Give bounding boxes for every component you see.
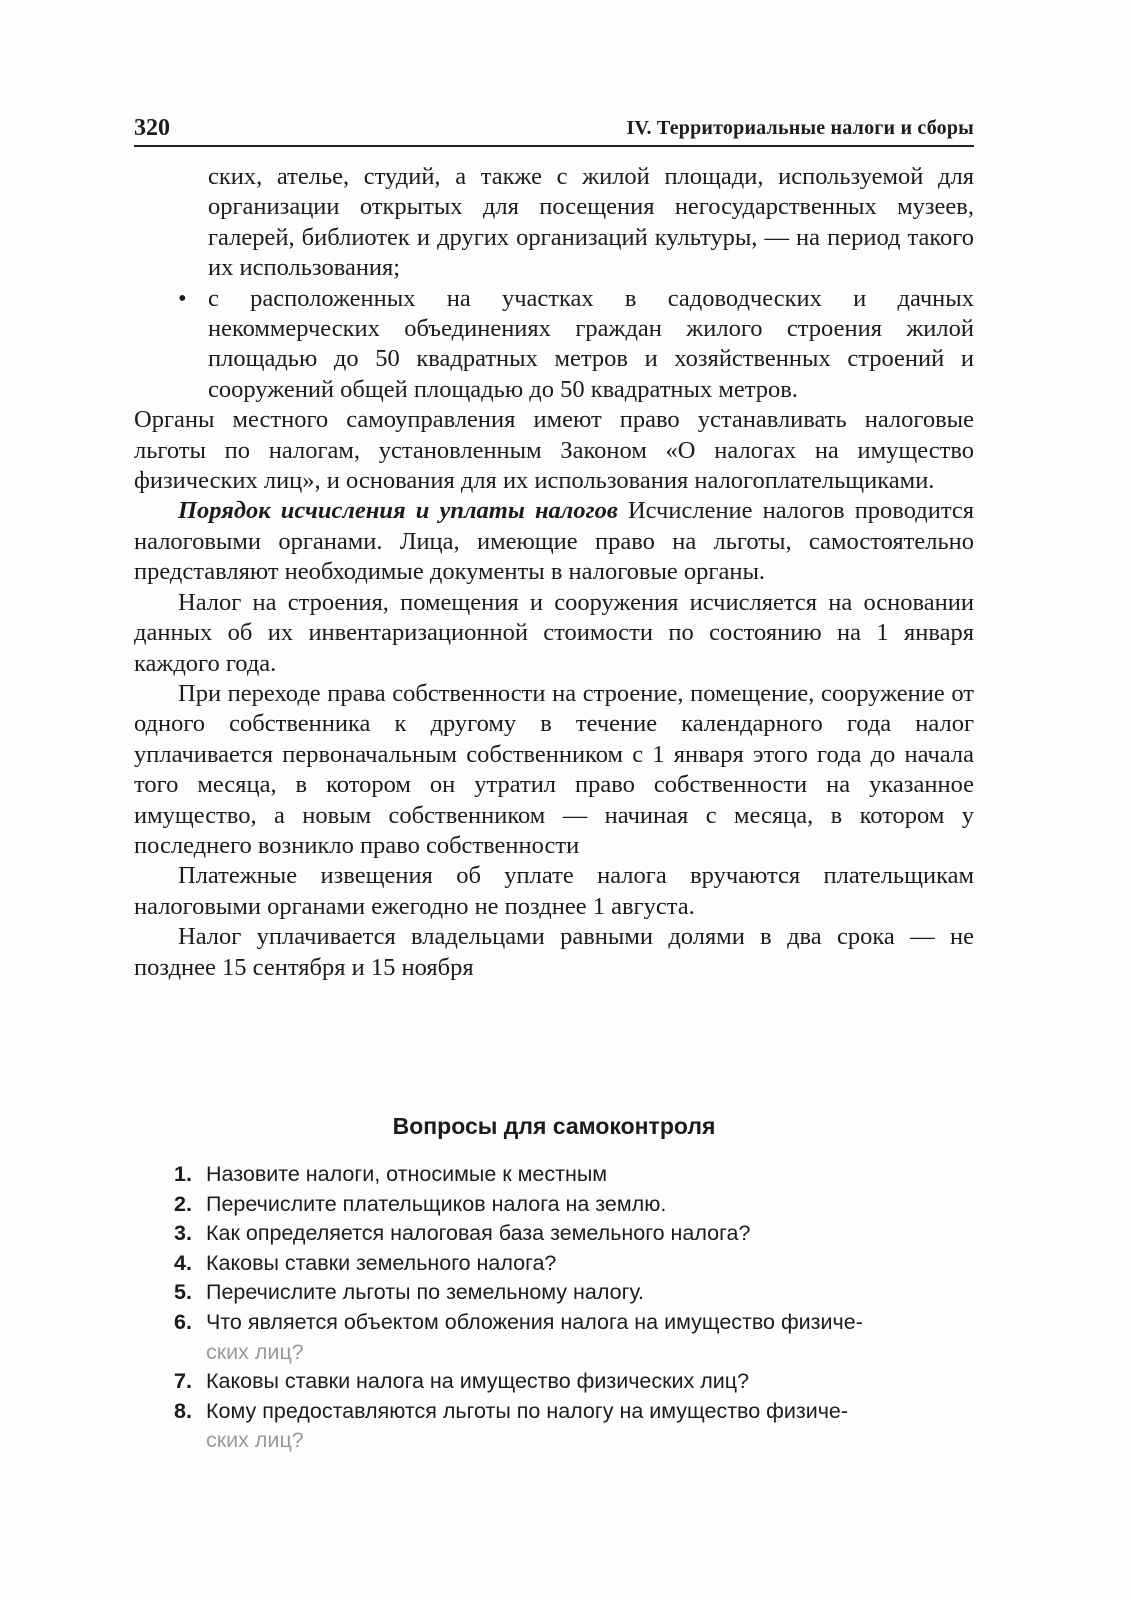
question-text: Кому предоставляются льготы по налогу на имущество физиче-: [206, 1398, 849, 1423]
question-number: 1.: [174, 1162, 192, 1186]
question-text-continuation: ских лиц?: [206, 1339, 304, 1364]
question-text: Как определяется налоговая база земельного налога?: [206, 1221, 751, 1246]
question-number: 6.: [174, 1309, 192, 1334]
question-number: 2.: [174, 1191, 192, 1216]
question-text-continuation: ских лиц?: [206, 1428, 304, 1453]
paragraph-local-authorities: Органы местного самоуправления имеют право устанавливать налоговые льготы по налогам, установленным Законом «О налогах на имущество физических лиц», и основания для их использования налогоплательщиками.: [134, 406, 974, 495]
question-number: 4.: [174, 1250, 192, 1275]
paragraph-text: Исчисление налогов проводится налоговыми органами. Лица, имеющие право на льготы, самостоятельно представляют необходимые документы в налоговые органы.: [134, 497, 974, 586]
question-item: [134, 1219, 974, 1249]
questions-list: [134, 1160, 974, 1456]
paragraph-transfer: При переходе права собственности на строение, помещение, сооружение от одного собственника к другому в течение календарного года налог уплачивается первоначальным собственником с 1 января этого года до начала того месяца, в котором он утратил право собственности на указанное имущество, а новым собственником — начиная с месяца, в котором у последнего возникло право собственности: [134, 679, 974, 859]
questions-heading: Вопросы для самоконтроля: [392, 1113, 716, 1139]
bullet-icon: •: [178, 284, 187, 312]
list-item-text: с расположенных на участках в садоводческих и дачных некоммерческих объединениях граждан жилого строения жилой площадью до 50 квадратных метров и хозяйственных строений и сооружений общей площадью до 50 квадратных метров.: [208, 284, 974, 403]
paragraph-notices: Платежные извещения об уплате налога вручаются плательщикам налоговыми органами ежегодно не позднее 1 августа.: [134, 862, 974, 920]
question-text: Перечислите льготы по земельному налогу.: [206, 1280, 645, 1305]
paragraph-inventory: Налог на строения, помещения и сооружения исчисляется на основании данных об их инвентаризационной стоимости по состоянию на 1 января каждого года.: [134, 588, 974, 677]
question-text: Каковы ставки налога на имущество физических лиц?: [206, 1369, 750, 1394]
main-text: [134, 162, 974, 983]
question-text: Перечислите плательщиков налога на землю.: [206, 1191, 667, 1216]
question-text: Назовите налоги, относимые к местным: [206, 1162, 608, 1186]
page-number: 320: [134, 115, 170, 141]
question-text: Каковы ставки земельного налога?: [206, 1250, 557, 1275]
list-item: [134, 284, 974, 406]
paragraph-payment: Налог уплачивается владельцами равными долями в два срока — не позднее 15 сентября и 15 ноября: [134, 923, 974, 981]
question-item: [134, 1397, 974, 1456]
question-item: [134, 1160, 974, 1190]
paragraph-procedure: [134, 496, 974, 587]
question-number: 5.: [174, 1280, 192, 1305]
page-header: [134, 113, 974, 147]
question-item: [134, 1249, 974, 1279]
question-number: 3.: [174, 1221, 192, 1246]
bullet-list: [134, 284, 974, 406]
question-item: [134, 1308, 974, 1367]
question-item: [134, 1278, 974, 1308]
question-number: 7.: [174, 1369, 192, 1394]
paragraph-lead-in: Порядок исчисления и уплаты налогов: [178, 497, 618, 525]
running-head: IV. Территориальные налоги и сборы: [626, 117, 974, 139]
question-item: [134, 1367, 974, 1397]
question-item: [134, 1190, 974, 1220]
question-text: Что является объектом обложения налога на имущество физиче-: [206, 1309, 863, 1334]
question-number: 8.: [174, 1398, 192, 1423]
continued-list-text: ских, ателье, студий, а также с жилой площади, используемой для организации открытых для посещения негосударственных музеев, галерей, библиотек и других организаций культуры, — на период такого их использования;: [208, 163, 974, 282]
